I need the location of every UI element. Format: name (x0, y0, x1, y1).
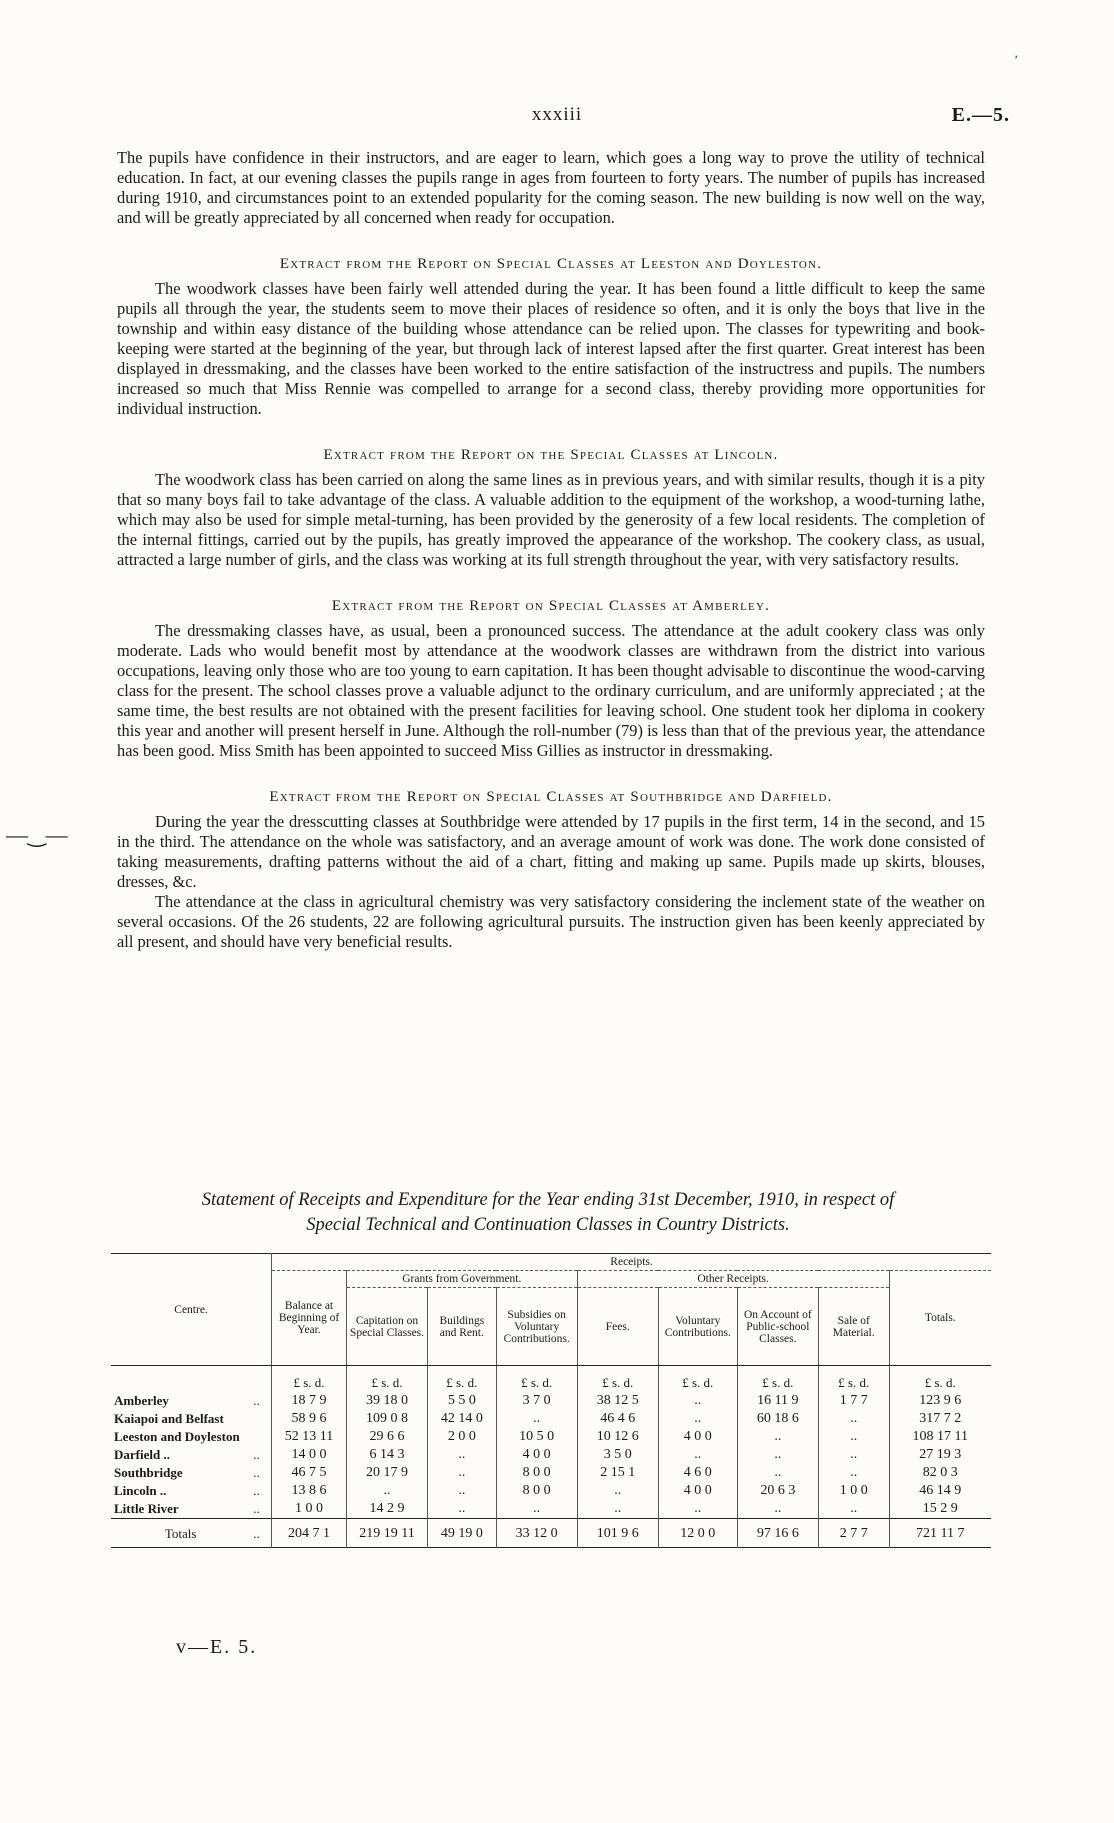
section-paragraph: The woodwork classes have been fairly well attended during the year. It has been found a little difficult to keep the same pupils all through the year, the students seem to move their places of residence so often, and it is only the boys that live in the township and within easy distance of the building whose attendance can be relied upon. The classes for typewriting and book-keeping were started at the beginning of the year, but through lack of interest lapsed after the first quarter. Great interest has been displayed in dressmaking, and the classes have been worked to the entire satisfaction of the instructress and pupils. The numbers increased so much that Miss Rennie was compelled to arrange for a second class, thereby providing more opportunities for individual instruction. (117, 279, 985, 418)
header-subsidies: Subsidies on Voluntary Contributions. (496, 1288, 577, 1366)
table-row: Kaiapoi and Belfast 58 9 6 109 0 8 42 14 0 .. 46 4 6 .. 60 18 6 .. 317 7 2 (111, 1410, 991, 1428)
section-paragraph: The attendance at the class in agricultural chemistry was very satisfactory considering the inclement state of the weather on several occasions. Of the 26 students, 22 are following agricultural pursuits. The instruction given has been keenly appreciated by all present, and should have very beneficial results. (117, 892, 985, 951)
section-paragraph: The woodwork class has been carried on along the same lines as in previous years, and with similar results, though it is a pity that so many boys fail to take advantage of the class. A valuable addition to the equipment of the workshop, a wood-turning lathe, which may also be used for simple metal-turning, has been provided by the generosity of a few local residents. The completion of the internal fittings, carried out by the pupils, has greatly improved the appearance of the workshop. The cookery class, as usual, attracted a large number of girls, and the class was working at its full strength throughout the year, with very satisfactory results. (117, 470, 985, 569)
header-balance: Balance at Beginning of Year. (272, 1271, 347, 1366)
totals-label: Totals (164, 1526, 197, 1541)
unit-label: £ s. d. (346, 1366, 427, 1393)
table-row: Leeston and Doyleston 52 13 11 29 6 6 2 0 0 10 5 0 10 12 6 4 0 0 .. .. 108 17 11 (111, 1428, 991, 1446)
intro-paragraph: The pupils have confidence in their instructors, and are eager to learn, which goes a long way to prove the utility of technical education. In fact, at our evening classes the pupils range in ages from fourteen to forty years. The number of pupils has increased during 1910, and circumstances point to an extended popularity for the coming season. The new building is now well on the way, and will be greatly appreciated by all concerned when ready for occupation. (117, 148, 985, 227)
header-totals: Totals. (889, 1271, 991, 1366)
margin-mark: —‿— (6, 822, 68, 847)
receipts-table (111, 1253, 991, 1548)
section-paragraph: During the year the dresscutting classes at Southbridge were attended by 17 pupils in the first term, 14 in the second, and 15 in the third. The attendance on the whole was satisfactory, and an average amount of work was done. The work done consisted of taking measurements, drafting patterns without the aid of a chart, fitting and making up same. Pupils made up skirts, blouses, dresses, &c. (117, 812, 985, 891)
table-caption (113, 1188, 983, 1238)
table-row: Little River .. 1 0 0 14 2 9 .. .. .. .. .. .. 15 2 9 (111, 1500, 991, 1519)
header-voluntary: Voluntary Contributions. (658, 1288, 737, 1366)
table-row: Darfield .. .. 14 0 0 6 14 3 .. 4 0 0 3 5 0 .. .. .. 27 19 3 (111, 1446, 991, 1464)
unit-label: £ s. d. (889, 1366, 991, 1393)
section-heading-leeston: Extract from the Report on Special Classes at Leeston and Doyleston. (279, 256, 823, 272)
table-row: Amberley .. 18 7 9 39 18 0 5 5 0 3 7 0 38 12 5 .. 16 11 9 1 7 7 123 9 6 (111, 1392, 991, 1410)
header-public-school: On Account of Public-school Classes. (737, 1288, 818, 1366)
table-row: Lincoln .. .. 13 8 6 .. .. 8 0 0 .. 4 0 0 20 6 3 1 0 0 46 14 9 (111, 1482, 991, 1500)
section-heading-amberley: Extract from the Report on Special Classes at Amberley. (331, 598, 771, 614)
unit-label: £ s. d. (577, 1366, 658, 1393)
signature-mark: v—E. 5. (176, 1636, 258, 1658)
header-centre: Centre. (111, 1254, 272, 1366)
header-capitation: Capitation on Special Classes. (346, 1288, 427, 1366)
unit-label: £ s. d. (737, 1366, 818, 1393)
unit-label: £ s. d. (818, 1366, 889, 1393)
header-fees: Fees. (577, 1288, 658, 1366)
body-text (117, 148, 985, 952)
header-receipts: Receipts. (272, 1254, 991, 1271)
caption-line-1: Statement of Receipts and Expenditure for the Year ending 31st December, 1910, in respect of (201, 1190, 895, 1210)
table-row: Southbridge .. 46 7 5 20 17 9 .. 8 0 0 2 15 1 4 6 0 .. .. 82 0 3 (111, 1464, 991, 1482)
unit-label: £ s. d. (272, 1366, 347, 1393)
section-paragraph: The dressmaking classes have, as usual, been a pronounced success. The attendance at the adult cookery class was only moderate. Lads who would benefit most by attendance at the woodwork classes are withdrawn from the district into various occupations, leaving only those who are too young to earn capitation. It has been thought advisable to discontinue the wood-carving class for the present. The school classes prove a valuable adjunct to the ordinary curriculum, and are uniformly appreciated ; at the same time, the best results are not obtained with the present facilities for leaving school. One student took her diploma in cookery this year and another will present herself in June. Although the roll-number (79) is less than that of the previous year, the attendance has been good. Miss Smith has been appointed to succeed Miss Gillies as instructor in dressmaking. (117, 621, 985, 760)
header-other-receipts: Other Receipts. (577, 1271, 889, 1288)
section-heading-lincoln: Extract from the Report on the Special Classes at Lincoln. (323, 447, 779, 463)
totals-row: Totals .. 204 7 1 219 19 11 49 19 0 33 12 0 101 9 6 12 0 0 97 16 6 2 7 7 721 11 7 (111, 1519, 991, 1548)
page-reference: E.—5. (951, 104, 1010, 126)
corner-mark: , (1014, 46, 1018, 61)
section-heading-southbridge: Extract from the Report on Special Classes at Southbridge and Darfield. (269, 789, 833, 805)
header-sale: Sale of Material. (818, 1288, 889, 1366)
page-number: xxxiii (531, 104, 583, 125)
caption-line-2: Special Technical and Continuation Classes in Country Districts. (306, 1215, 790, 1235)
header-buildings: Buildings and Rent. (428, 1288, 497, 1366)
unit-label: £ s. d. (496, 1366, 577, 1393)
unit-label: £ s. d. (428, 1366, 497, 1393)
unit-label: £ s. d. (658, 1366, 737, 1393)
unit-row (111, 1366, 991, 1393)
header-grants: Grants from Government. (346, 1271, 577, 1288)
